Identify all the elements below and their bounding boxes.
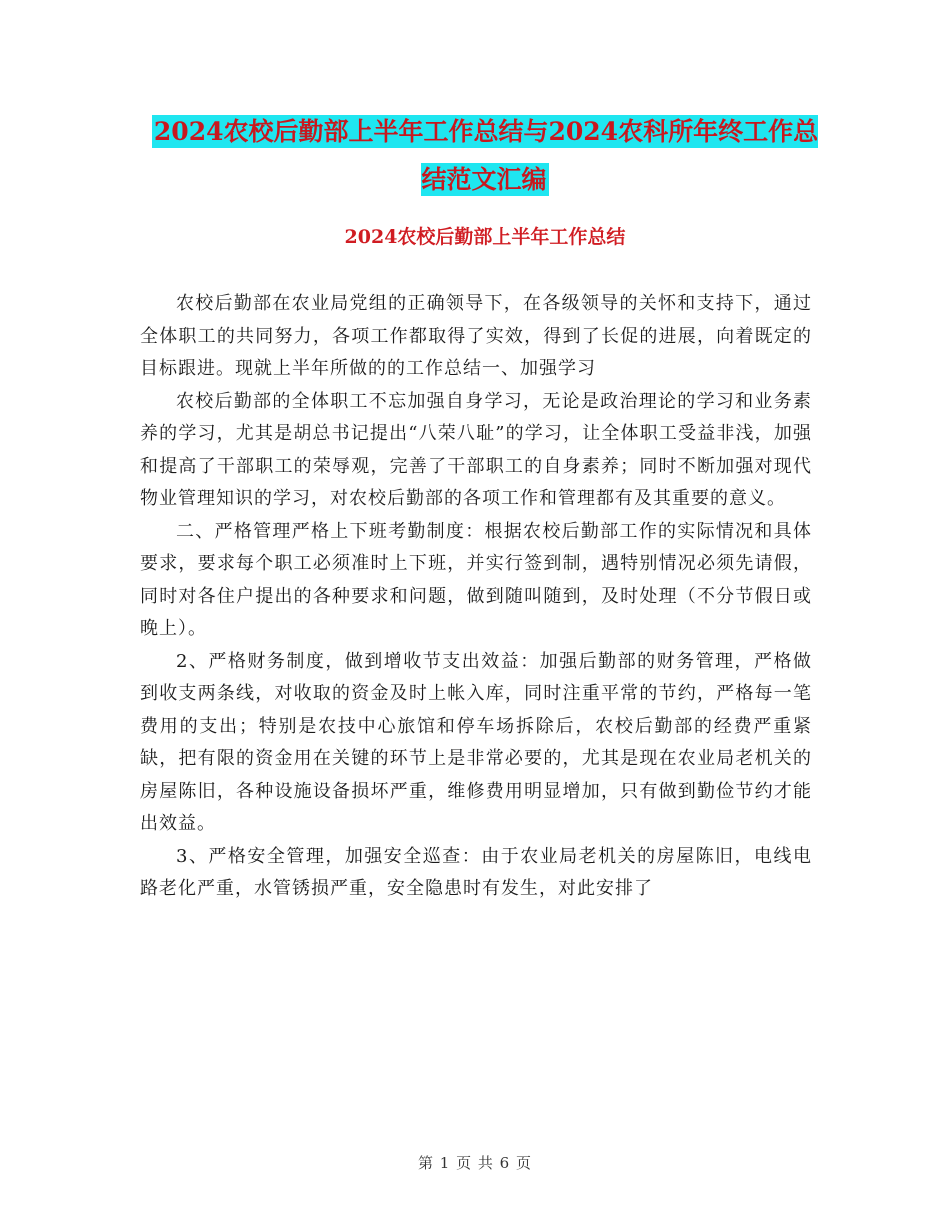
document-title-text: 2024农校后勤部上半年工作总结与2024农科所年终工作总结范文汇编: [153, 117, 819, 194]
paragraph: 二、严格管理严格上下班考勤制度：根据农校后勤部工作的实际情况和具体要求，要求每个职工必须准时上下班，并实行签到制，遇特别情况必须先请假，同时对各住户提出的各种要求和问题，做到随叫随到，及时处理（不分节假日或晚上）。: [140, 520, 812, 639]
paragraph: 农校后勤部在农业局党组的正确领导下，在各级领导的关怀和支持下，通过全体职工的共同努力，各项工作都取得了实效，得到了长促的进展，向着既定的目标跟进。现就上半年所做的的工作总结一、加强学习: [140, 293, 812, 379]
page-number-footer: 第 1 页 共 6 页: [418, 1154, 532, 1172]
section-title: 2024农校后勤部上半年工作总结: [344, 226, 626, 248]
document-title: [140, 108, 830, 204]
paragraph: 2、严格财务制度，做到增收节支出效益：加强后勤部的财务管理，严格做到收支两条线，对收取的资金及时上帐入库，同时注重平常的节约，严格每一笔费用的支出；特别是农技中心旅馆和停车场拆除后，农校后勤部的经费严重紧缺，把有限的资金用在关键的环节上是非常必要的，尤其是现在农业局老机关的房屋陈旧，各种设施设备损坏严重，维修费用明显增加，只有做到勤俭节约才能出效益。: [140, 650, 812, 834]
document-body: [140, 288, 812, 906]
paragraph: 农校后勤部的全体职工不忘加强自身学习，无论是政治理论的学习和业务素养的学习，尤其是胡总书记提出“八荣八耻”的学习，让全体职工受益非浅，加强和提高了干部职工的荣辱观，完善了干部职工的自身素养；同时不断加强对现代物业管理知识的学习，对农校后勤部的各项工作和管理都有及其重要的意义。: [140, 390, 812, 509]
paragraph: 3、严格安全管理，加强安全巡查：由于农业局老机关的房屋陈旧，电线电路老化严重，水管锈损严重，安全隐患时有发生，对此安排了: [140, 845, 812, 899]
